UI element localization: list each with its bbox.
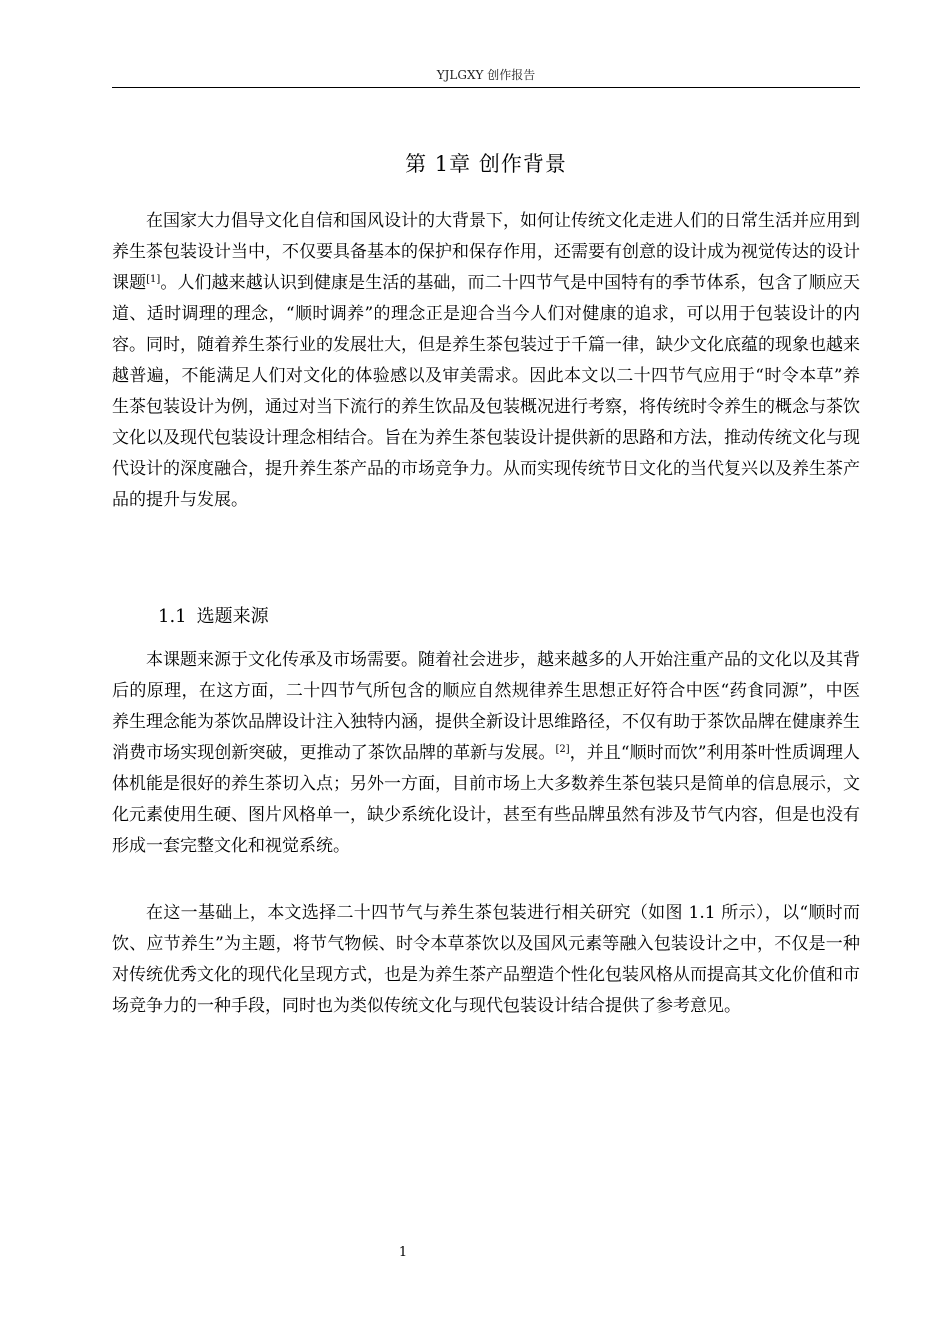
section-title-text: 选题来源 xyxy=(196,606,269,627)
chapter-title-text: 创作背景 xyxy=(478,152,567,176)
paragraph-topic-source xyxy=(112,645,860,862)
header-divider xyxy=(112,87,860,88)
paragraph-text: 本课题来源于文化传承及市场需要。随着社会进步，越来越多的人开始注重产品的文化以及其背后的原理，在这方面，二十四节气所包含的顺应自然规律养生思想正好符合中医“药食同源”，中医养生理念能为茶饮品牌设计注入独特内涵，提供全新设计思维路径，不仅有助于茶饮品牌在健康养生消费市场实现创新突破，更推动了茶饮品牌的革新与发展。 xyxy=(112,650,860,763)
citation-ref: [1] xyxy=(146,274,161,285)
citation-ref: [2] xyxy=(555,744,570,755)
page-header: YJLGXY 创作报告 xyxy=(436,68,536,82)
section-number: 1.1 xyxy=(158,606,187,627)
paragraph-text: 在国家大力倡导文化自信和国风设计的大背景下，如何让传统文化走进人们的日常生活并应用到养生茶包装设计当中，不仅要具备基本的保护和保存作用，还需要有创意的设计成为视觉传达的设计课题 xyxy=(112,211,860,293)
chapter-number: 第 1章 xyxy=(405,152,472,176)
paragraph-text: 。人们越来越认识到健康是生活的基础，而二十四节气是中国特有的季节体系，包含了顺应天道、适时调理的理念，“顺时调养”的理念正是迎合当今人们对健康的追求，可以用于包装设计的内容。同时，随着养生茶行业的发展壮大，但是养生茶包装过于千篇一律，缺少文化底蕴的现象也越来越普遍，不能满足人们对文化的体验感以及审美需求。因此本文以二十四节气应用于“时令本草”养生茶包装设计为例，通过对当下流行的养生饮品及包装概况进行考察，将传统时令养生的概念与茶饮文化以及现代包装设计理念相结合。旨在为养生茶包装设计提供新的思路和方法，推动传统文化与现代设计的深度融合，提升养生茶产品的市场竞争力。从而实现传统节日文化的当代复兴以及养生茶产品的提升与发展。 xyxy=(112,273,861,510)
page-number: 1 xyxy=(398,1245,408,1260)
paragraph-research-basis xyxy=(112,898,860,1022)
paragraph-text: 在这一基础上，本文选择二十四节气与养生茶包装进行相关研究（如图 1.1 所示），以“顺时而饮、应节养生”为主题，将节气物候、时令本草茶饮以及国风元素等融入包装设计之中，不仅是一种对传统优秀文化的现代化呈现方式，也是为养生茶产品塑造个性化包装风格从而提高其文化价值和市场竞争力的一种手段，同时也为类似传统文化与现代包装设计结合提供了参考意见。 xyxy=(112,903,860,1016)
paragraph-text: ，并且“顺时而饮”利用茶叶性质调理人体机能是很好的养生茶切入点；另外一方面，目前市场上大多数养生茶包装只是简单的信息展示，文化元素使用生硬、图片风格单一，缺少系统化设计，甚至有些品牌虽然有涉及节气内容，但是也没有形成一套完整文化和视觉系统。 xyxy=(112,743,861,856)
section-title xyxy=(158,602,269,628)
paragraph-background xyxy=(112,206,860,516)
chapter-title xyxy=(112,148,860,178)
